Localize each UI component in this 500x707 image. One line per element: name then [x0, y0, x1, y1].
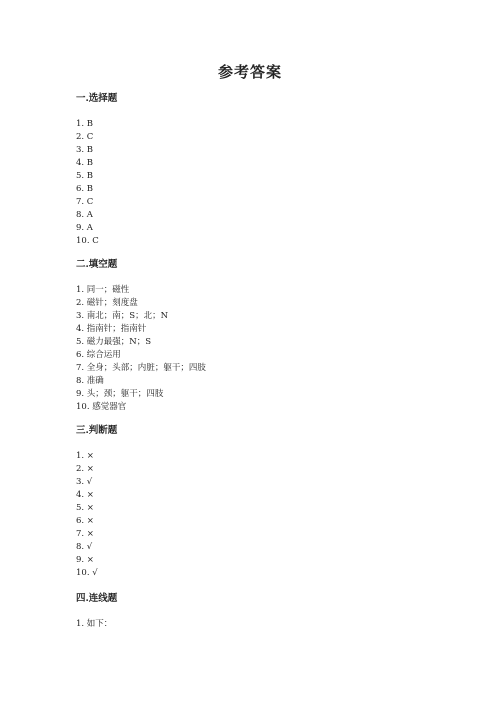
answer-item: 2. ×	[76, 464, 94, 474]
answer-item: 6. ×	[76, 516, 94, 526]
answer-item: 6. B	[76, 184, 94, 194]
answer-item: 3. √	[76, 477, 93, 487]
section-heading: 二.填空题	[76, 259, 118, 270]
answer-item: 3. 南北；南；S；北；N	[76, 311, 169, 321]
answer-item: 6. 综合运用	[76, 350, 121, 360]
answer-item: 5. B	[76, 171, 94, 181]
answer-item: 2. C	[76, 132, 94, 142]
answer-list	[76, 118, 456, 248]
answer-item: 9. A	[76, 223, 93, 233]
answer-item: 5. 磁力最强；N；S	[76, 337, 152, 347]
answer-item: 5. ×	[76, 503, 94, 513]
answer-item: 3. B	[76, 145, 94, 155]
section-heading: 三.判断题	[76, 425, 118, 436]
answer-item: 1. 同一；磁性	[76, 285, 130, 295]
section-multiple-choice	[76, 92, 456, 248]
answer-item: 10. √	[76, 568, 98, 578]
answer-item: 2. 磁针；刻度盘	[76, 298, 138, 308]
answer-item: 8. 准确	[76, 376, 104, 386]
answer-list	[76, 284, 456, 414]
answer-item: 7. 全身；头部；内脏；躯干；四肢	[76, 363, 206, 373]
section-fill-in-blank	[76, 258, 456, 414]
answer-item: 10. 感觉器官	[76, 402, 127, 412]
section-true-false	[76, 424, 456, 580]
answer-item: 4. B	[76, 158, 94, 168]
answer-item: 10. C	[76, 236, 99, 246]
answer-item: 4. 指南针；指南针	[76, 324, 147, 334]
page-title: 参考答案	[217, 63, 282, 81]
answer-list	[76, 618, 456, 631]
answer-item: 8. A	[76, 210, 93, 220]
answer-item: 1. ×	[76, 451, 94, 461]
answer-item: 1. 如下：	[76, 619, 113, 629]
section-heading: 一.选择题	[76, 93, 118, 104]
answer-item: 9. ×	[76, 555, 94, 565]
answer-item: 1. B	[76, 119, 94, 129]
answer-item: 4. ×	[76, 490, 94, 500]
answer-item: 7. ×	[76, 529, 94, 539]
answer-item: 9. 头；颈；躯干；四肢	[76, 389, 164, 399]
section-heading: 四.连线题	[76, 593, 118, 604]
answer-item: 7. C	[76, 197, 94, 207]
answer-list	[76, 450, 456, 580]
section-matching	[76, 592, 456, 631]
answer-item: 8. √	[76, 542, 93, 552]
